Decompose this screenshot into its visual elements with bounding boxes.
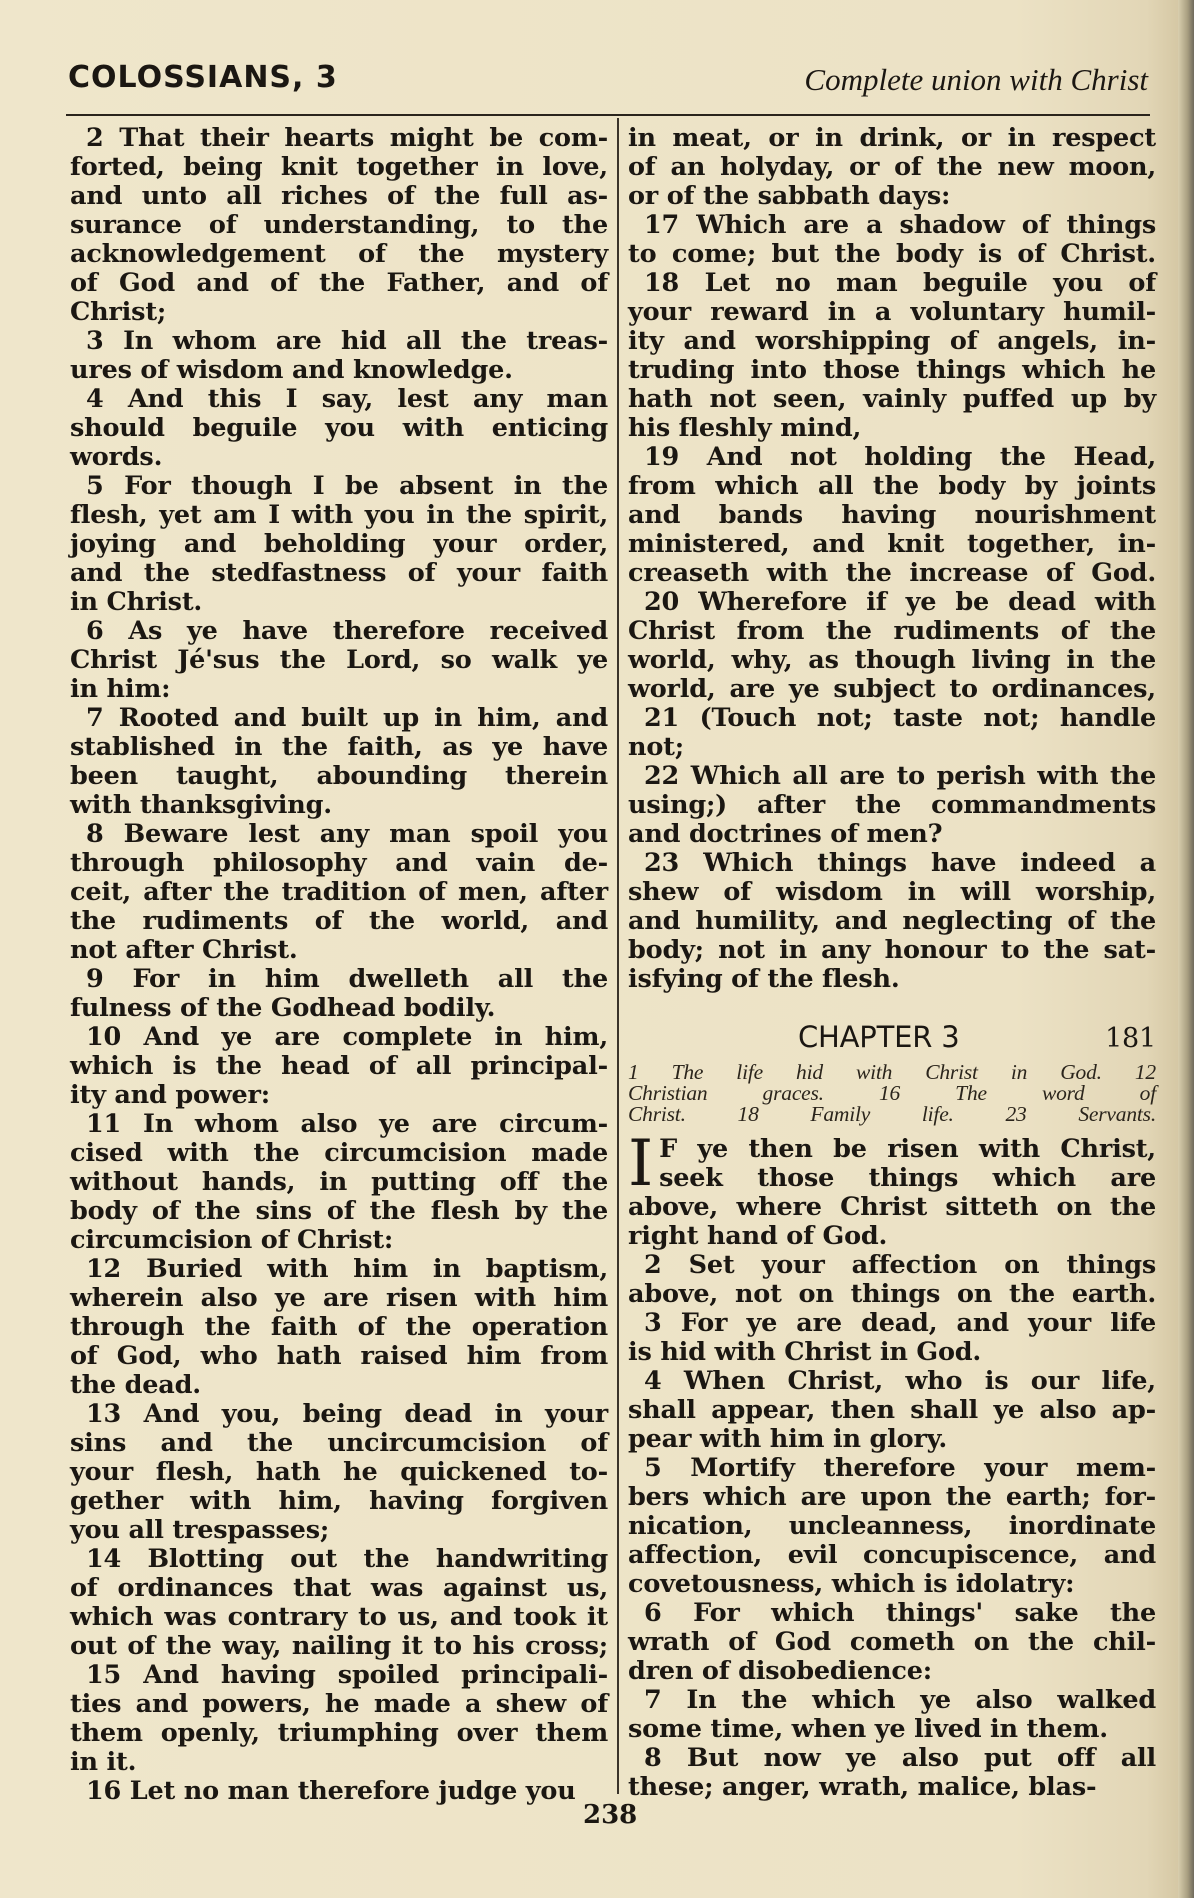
text-line: above, where Christ sitteth on the bbox=[628, 1192, 1156, 1222]
text-line: of an holyday, or of the new moon, bbox=[628, 152, 1156, 182]
text-line: 15 And having spoiled principali- bbox=[86, 1660, 608, 1690]
text-line: or of the sabbath days: bbox=[628, 181, 951, 211]
text-line: 8 But now ye also put off all bbox=[644, 1743, 1156, 1773]
text-line: ministered, and knit together, in- bbox=[628, 529, 1156, 559]
text-line: affection, evil concupiscence, and bbox=[628, 1540, 1156, 1570]
text-line: the rudiments of the world, and bbox=[70, 906, 608, 936]
chapter-title: CHAPTER 3 bbox=[798, 1020, 960, 1054]
text-line: shew of wisdom in will worship, bbox=[628, 877, 1156, 907]
text-line: in it. bbox=[70, 1747, 137, 1777]
text-line: 22 Which all are to perish with the bbox=[644, 761, 1156, 791]
chapter-summary bbox=[628, 1062, 1156, 1125]
text-line: 14 Blotting out the handwriting bbox=[86, 1544, 608, 1574]
text-line: which was contrary to us, and took it bbox=[70, 1602, 608, 1632]
text-line: 2 That their hearts might be com- bbox=[86, 123, 608, 153]
text-line: without hands, in putting off the bbox=[70, 1167, 608, 1197]
page-edge bbox=[1178, 0, 1194, 1898]
text-line: ceit, after the tradition of men, after bbox=[70, 877, 608, 907]
text-line: to come; but the body is of Christ. bbox=[628, 239, 1156, 269]
summary-line: 1 The life hid with Christ in God. 12 bbox=[628, 1060, 1156, 1084]
left-column bbox=[70, 124, 608, 1806]
text-line: 17 Which are a shadow of things bbox=[644, 210, 1156, 240]
text-line: through the faith of the operation bbox=[70, 1312, 608, 1342]
topic-heading: Complete union with Christ bbox=[804, 62, 1148, 97]
text-line: 5 For though I be absent in the bbox=[86, 471, 608, 501]
text-line: Christ Jé'sus the Lord, so walk ye bbox=[70, 645, 608, 675]
text-line: and the stedfastness of your faith bbox=[70, 558, 608, 588]
text-line: 11 In whom also ye are circum- bbox=[86, 1109, 608, 1139]
text-line: nication, uncleanness, inordinate bbox=[628, 1511, 1156, 1541]
text-line: ties and powers, he made a shew of bbox=[70, 1689, 608, 1719]
text-line: these; anger, wrath, malice, blas- bbox=[628, 1772, 1097, 1802]
text-line: right hand of God. bbox=[628, 1221, 888, 1251]
summary-line: Christian graces. 16 The word of bbox=[628, 1081, 1156, 1105]
text-line: words. bbox=[70, 442, 163, 472]
text-line: should beguile you with enticing bbox=[70, 413, 608, 443]
text-line: fulness of the Godhead bodily. bbox=[70, 993, 496, 1023]
text-line: of ordinances that was against us, bbox=[70, 1573, 608, 1603]
text-line: sins and the uncircumcision of bbox=[70, 1428, 608, 1458]
text-line: 21 (Touch not; taste not; handle bbox=[644, 703, 1156, 733]
text-line: in meat, or in drink, or in respect bbox=[628, 123, 1156, 153]
drop-cap: I bbox=[628, 1127, 654, 1201]
right-column-top bbox=[628, 124, 1156, 994]
text-line: 4 When Christ, who is our life, bbox=[644, 1366, 1156, 1396]
text-line: 6 As ye have therefore received bbox=[86, 616, 608, 646]
text-line: 19 And not holding the Head, bbox=[644, 442, 1156, 472]
text-line: truding into those things which he bbox=[628, 355, 1156, 385]
text-line: 7 In the which ye also walked bbox=[644, 1685, 1156, 1715]
text-line: isfying of the flesh. bbox=[628, 964, 900, 994]
text-line: you all trespasses; bbox=[70, 1515, 330, 1545]
text-line: been taught, abounding therein bbox=[70, 761, 608, 791]
text-line: in him: bbox=[70, 674, 171, 704]
text-line: them openly, triumphing over them bbox=[70, 1718, 608, 1748]
text-line: world, why, as though living in the bbox=[628, 645, 1156, 675]
book-chapter-title: COLOSSIANS, 3 bbox=[68, 60, 338, 95]
text-line: 13 And you, being dead in your bbox=[86, 1399, 608, 1429]
page-number: 238 bbox=[583, 1800, 638, 1830]
text-line: dren of disobedience: bbox=[628, 1656, 932, 1686]
text-line: of God, who hath raised him from bbox=[70, 1341, 608, 1371]
text-line: and doctrines of men? bbox=[628, 819, 943, 849]
text-line: surance of understanding, to the bbox=[70, 210, 608, 240]
text-line: and bands having nourishment bbox=[628, 500, 1156, 530]
text-line: 9 For in him dwelleth all the bbox=[86, 964, 608, 994]
text-line: circumcision of Christ: bbox=[70, 1225, 394, 1255]
text-line: 3 For ye are dead, and your life bbox=[644, 1308, 1156, 1338]
column-divider bbox=[617, 118, 619, 1794]
text-line: from which all the body by joints bbox=[628, 471, 1156, 501]
text-line: bers which are upon the earth; for- bbox=[628, 1482, 1156, 1512]
text-line: 5 Mortify therefore your mem- bbox=[644, 1453, 1156, 1483]
text-line: F ye then be risen with Christ, bbox=[659, 1134, 1156, 1164]
text-line: not after Christ. bbox=[70, 935, 298, 965]
text-line: 6 For which things' sake the bbox=[644, 1598, 1156, 1628]
text-line: using;) after the commandments bbox=[628, 790, 1156, 820]
text-line: through philosophy and vain de- bbox=[70, 848, 608, 878]
right-column bbox=[628, 124, 1156, 1802]
text-line: which is the head of all principal- bbox=[70, 1051, 608, 1081]
header-rule bbox=[66, 114, 1150, 116]
text-line: seek those things which are bbox=[659, 1163, 1156, 1193]
text-line: body of the sins of the flesh by the bbox=[70, 1196, 608, 1226]
text-line: Christ; bbox=[70, 297, 167, 327]
text-line: the dead. bbox=[70, 1370, 201, 1400]
text-line: shall appear, then shall ye also ap- bbox=[628, 1395, 1156, 1425]
text-line: world, are ye subject to ordinances, bbox=[628, 674, 1156, 704]
text-line: and unto all riches of the full as- bbox=[70, 181, 608, 211]
text-line: 10 And ye are complete in him, bbox=[86, 1022, 608, 1052]
chapter-heading bbox=[628, 1020, 1156, 1056]
text-line: body; not in any honour to the sat- bbox=[628, 935, 1156, 965]
chapter-number: 181 bbox=[1105, 1023, 1156, 1054]
text-line: joying and beholding your order, bbox=[70, 529, 608, 559]
text-line: acknowledgement of the mystery bbox=[70, 239, 608, 269]
text-line: is hid with Christ in God. bbox=[628, 1337, 982, 1367]
text-line: above, not on things on the earth. bbox=[628, 1279, 1156, 1309]
text-line: out of the way, nailing it to his cross; bbox=[70, 1631, 608, 1661]
text-line: 8 Beware lest any man spoil you bbox=[86, 819, 608, 849]
right-column-bottom bbox=[628, 1193, 1156, 1802]
chapter-opening bbox=[628, 1127, 1156, 1201]
text-line: 2 Set your affection on things bbox=[644, 1250, 1156, 1280]
summary-line: Christ. 18 Family life. 23 Servants. bbox=[628, 1102, 1156, 1126]
text-line: 18 Let no man beguile you of bbox=[644, 268, 1156, 298]
text-line: 3 In whom are hid all the treas- bbox=[86, 326, 608, 356]
text-line: your flesh, hath he quickened to- bbox=[70, 1457, 608, 1487]
text-line: ures of wisdom and knowledge. bbox=[70, 355, 513, 385]
text-line: his fleshly mind, bbox=[628, 413, 862, 443]
text-line: ity and worshipping of angels, in- bbox=[628, 326, 1156, 356]
text-line: 7 Rooted and built up in him, and bbox=[86, 703, 608, 733]
text-line: 20 Wherefore if ye be dead with bbox=[644, 587, 1156, 617]
text-line: creaseth with the increase of God. bbox=[628, 558, 1156, 588]
text-line: cised with the circumcision made bbox=[70, 1138, 608, 1168]
text-line: covetousness, which is idolatry: bbox=[628, 1569, 1075, 1599]
text-line: pear with him in glory. bbox=[628, 1424, 948, 1454]
text-line: flesh, yet am I with you in the spirit, bbox=[70, 500, 608, 530]
text-line: and humility, and neglecting of the bbox=[628, 906, 1156, 936]
text-line: forted, being knit together in love, bbox=[70, 152, 608, 182]
text-line: in Christ. bbox=[70, 587, 203, 617]
text-line: 4 And this I say, lest any man bbox=[86, 384, 608, 414]
text-line: ity and power: bbox=[70, 1080, 270, 1110]
text-line: 12 Buried with him in baptism, bbox=[86, 1254, 608, 1284]
text-line: stablished in the faith, as ye have bbox=[70, 732, 608, 762]
text-line: gether with him, having forgiven bbox=[70, 1486, 608, 1516]
running-head bbox=[68, 60, 1148, 108]
text-line: not; bbox=[628, 732, 684, 762]
text-line: your reward in a voluntary humil- bbox=[628, 297, 1156, 327]
text-line: wherein also ye are risen with him bbox=[70, 1283, 608, 1313]
text-line: of God and of the Father, and of bbox=[70, 268, 608, 298]
text-line: 23 Which things have indeed a bbox=[644, 848, 1156, 878]
text-line: some time, when ye lived in them. bbox=[628, 1714, 1108, 1744]
text-line: wrath of God cometh on the chil- bbox=[628, 1627, 1156, 1657]
text-line: Christ from the rudiments of the bbox=[628, 616, 1156, 646]
text-line: 16 Let no man therefore judge you bbox=[86, 1776, 576, 1806]
text-line: with thanksgiving. bbox=[70, 790, 332, 820]
text-line: hath not seen, vainly puffed up by bbox=[628, 384, 1156, 414]
